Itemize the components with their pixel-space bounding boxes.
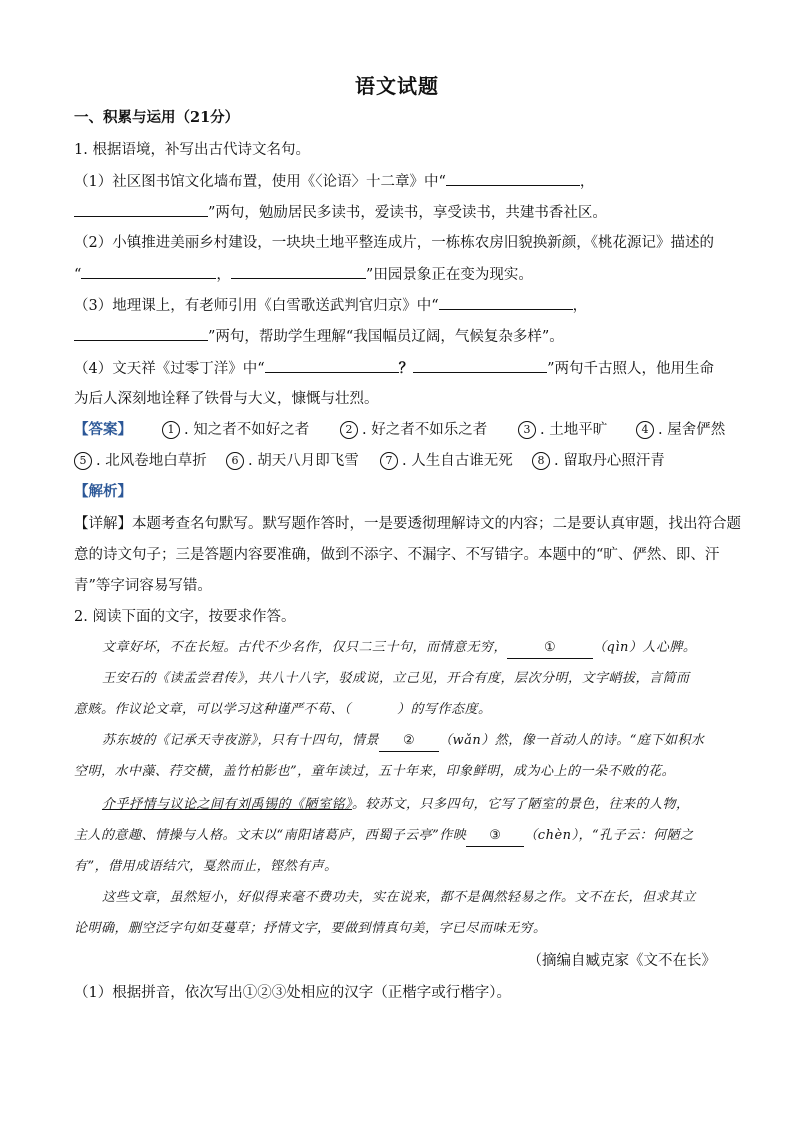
question-1-part-3-line-2 bbox=[74, 326, 564, 347]
answer-blank[interactable] bbox=[439, 295, 573, 310]
question-1-part-3-line-1 bbox=[74, 295, 587, 316]
passage-line-9: 这些文章，虽然短小，好似得来毫不费功夫，实在说来，都不是偶然轻易之作。文不在长，但求其立 bbox=[102, 890, 697, 905]
q1-p3-text-b: ， bbox=[572, 298, 588, 314]
answer-item bbox=[162, 420, 309, 440]
detail-line-3: 青”等字词容易写错。 bbox=[74, 578, 212, 594]
passage-blank-2[interactable]: ② bbox=[379, 731, 439, 752]
answer-text: . 好之者不如乐之者 bbox=[362, 422, 488, 438]
passage-text: 文章好坏，不在长短。古代不少名作，仅只二三十句，而情意无穷， bbox=[102, 640, 508, 655]
passage-text: （chèn），“孔子云：何陋之 bbox=[524, 828, 694, 843]
answer-text: . 人生自古谁无死 bbox=[402, 453, 513, 469]
q1-p4-text-a: （4）文天祥《过零丁洋》中“ bbox=[74, 361, 265, 377]
passage-text: （wǎn）然，像一首动人的诗。“庭下如积水 bbox=[439, 733, 705, 748]
passage-line-6 bbox=[102, 795, 690, 815]
question-1-part-1-line-2 bbox=[74, 202, 607, 223]
question-1-stem: 1. 根据语境，补写出古代诗文名句。 bbox=[74, 142, 310, 158]
passage-text: 苏东坡的《记承天寺夜游》，只有十四句，情景 bbox=[102, 733, 380, 748]
answer-blank[interactable] bbox=[74, 202, 208, 217]
question-1-part-1-line-1 bbox=[74, 171, 594, 192]
answer-number: 3 bbox=[518, 421, 536, 439]
passage-line-4 bbox=[102, 731, 704, 752]
answer-blank[interactable] bbox=[81, 264, 216, 279]
q1-p3-text-a: （3）地理课上，有老师引用《白雪歌送武判官归京》中“ bbox=[74, 298, 439, 314]
answer-item bbox=[340, 420, 487, 440]
passage-text: ）的写作态度。 bbox=[397, 702, 492, 717]
answer-text: . 胡天八月即飞雪 bbox=[248, 453, 359, 469]
passage-line-5: 空明，水中藻、荇交横，盖竹柏影也”，童年读过，五十年来，印象鲜明，成为心上的一朵不败的花。 bbox=[74, 764, 676, 779]
answer-number: 6 bbox=[226, 452, 244, 470]
q1-p3-text-c: ”两句，帮助学生理解“我国幅员辽阔，气候复杂多样”。 bbox=[208, 329, 564, 345]
q1-p2-text-c: ， bbox=[216, 267, 231, 283]
analysis-tag: 【解析】 bbox=[74, 483, 132, 500]
answer-blank[interactable] bbox=[265, 358, 399, 373]
passage-line-1 bbox=[102, 638, 696, 659]
answer-blank[interactable] bbox=[231, 264, 366, 279]
passage-blank-3[interactable]: ③ bbox=[466, 826, 524, 847]
passage-line-10: 论明确，删空泛字句如芟蔓草；抒情文字，要做到情真句美，字已尽而味无穷。 bbox=[74, 921, 547, 936]
answer-item bbox=[636, 420, 725, 440]
question-1-part-4-line-2: 为后人深刻地诠释了铁骨与大义，慷慨与壮烈。 bbox=[74, 391, 379, 407]
answer-blank[interactable] bbox=[74, 326, 208, 341]
answer-blank[interactable] bbox=[446, 171, 580, 186]
passage-line-8: 有”，借用成语结穴，戛然而止，铿然有声。 bbox=[74, 859, 338, 874]
answer-text: . 北风卷地白草折 bbox=[96, 453, 207, 469]
answer-item bbox=[74, 451, 207, 471]
question-2-stem: 2. 阅读下面的文字，按要求作答。 bbox=[74, 609, 296, 625]
answer-text: . 屋舍俨然 bbox=[658, 422, 726, 438]
answer-item bbox=[518, 420, 607, 440]
question-2-sub-1: （1）根据拼音，依次写出①②③处相应的汉字（正楷字或行楷字）。 bbox=[74, 985, 511, 1001]
q1-p1-text-b: ， bbox=[579, 174, 595, 190]
source-citation: （摘编自臧克家《文不在长》 bbox=[527, 953, 716, 969]
answer-tag: 【答案】 bbox=[74, 421, 132, 438]
q1-p4-text-b: ？ bbox=[398, 360, 414, 377]
passage-line-7 bbox=[74, 826, 694, 847]
q1-p4-text-c: ”两句千古照人，他用生命 bbox=[547, 361, 715, 377]
question-1-part-2-line-2 bbox=[74, 264, 533, 285]
detail-line-1: 【详解】本题考查名句默写。默写题作答时，一是要透彻理解诗文的内容；二是要认真审题，找出符合题 bbox=[74, 516, 741, 532]
q1-p1-text-c: ”两句，勉励居民多读书，爱读书，享受读书，共建书香社区。 bbox=[208, 205, 607, 221]
answer-number: 4 bbox=[636, 421, 654, 439]
detail-line-2: 意的诗文句子；三是答题内容要准确，做到不添字、不漏字、不写错字。本题中的“旷、俨然、即、汗 bbox=[74, 547, 720, 563]
answer-item bbox=[226, 451, 359, 471]
answer-number: 1 bbox=[162, 421, 180, 439]
q1-p1-text-a: （1）社区图书馆文化墙布置，使用《〈论语〉十二章》中“ bbox=[74, 174, 446, 190]
answer-number: 7 bbox=[380, 452, 398, 470]
passage-text: 意赅。作议论文章，可以学习这种谨严不苟、（ bbox=[74, 702, 352, 717]
passage-line-3 bbox=[74, 700, 492, 720]
answer-text: . 土地平旷 bbox=[540, 422, 608, 438]
page-title: 语文试题 bbox=[355, 74, 439, 98]
answer-item bbox=[380, 451, 513, 471]
answer-text: . 知之者不如好之者 bbox=[184, 422, 310, 438]
answer-number: 8 bbox=[532, 452, 550, 470]
underlined-sentence: 介乎抒情与议论之间有刘禹锡的《陋室铭》 bbox=[102, 797, 353, 812]
answer-number: 2 bbox=[340, 421, 358, 439]
passage-blank-1[interactable]: ① bbox=[507, 638, 593, 659]
section-heading: 一、积累与运用（21分） bbox=[74, 109, 240, 126]
passage-text: 。较苏文，只多四句，它写了陋室的景色，往来的人物， bbox=[352, 797, 690, 812]
answer-text: . 留取丹心照汗青 bbox=[554, 453, 665, 469]
question-1-part-4-line-1 bbox=[74, 358, 714, 379]
q1-p2-text-b: “ bbox=[74, 267, 82, 283]
answer-number: 5 bbox=[74, 452, 92, 470]
question-1-part-2-line-1: （2）小镇推进美丽乡村建设，一块块土地平整连成片，一栋栋农房旧貌换新颜，《桃花源记》描述的 bbox=[74, 235, 714, 251]
passage-text: 主人的意趣、情操与人格。文末以“南阳诸葛庐，西蜀子云亭”作映 bbox=[74, 828, 467, 843]
answer-blank[interactable] bbox=[413, 358, 547, 373]
passage-text: （qìn）人心脾。 bbox=[593, 640, 697, 655]
q1-p2-text-d: ”田园景象正在变为现实。 bbox=[365, 267, 533, 283]
answer-item bbox=[532, 451, 665, 471]
passage-line-2: 王安石的《读孟尝君传》，共八十八字，驳成说，立己见，开合有度，层次分明，文字峭拔，言简而 bbox=[102, 671, 690, 686]
